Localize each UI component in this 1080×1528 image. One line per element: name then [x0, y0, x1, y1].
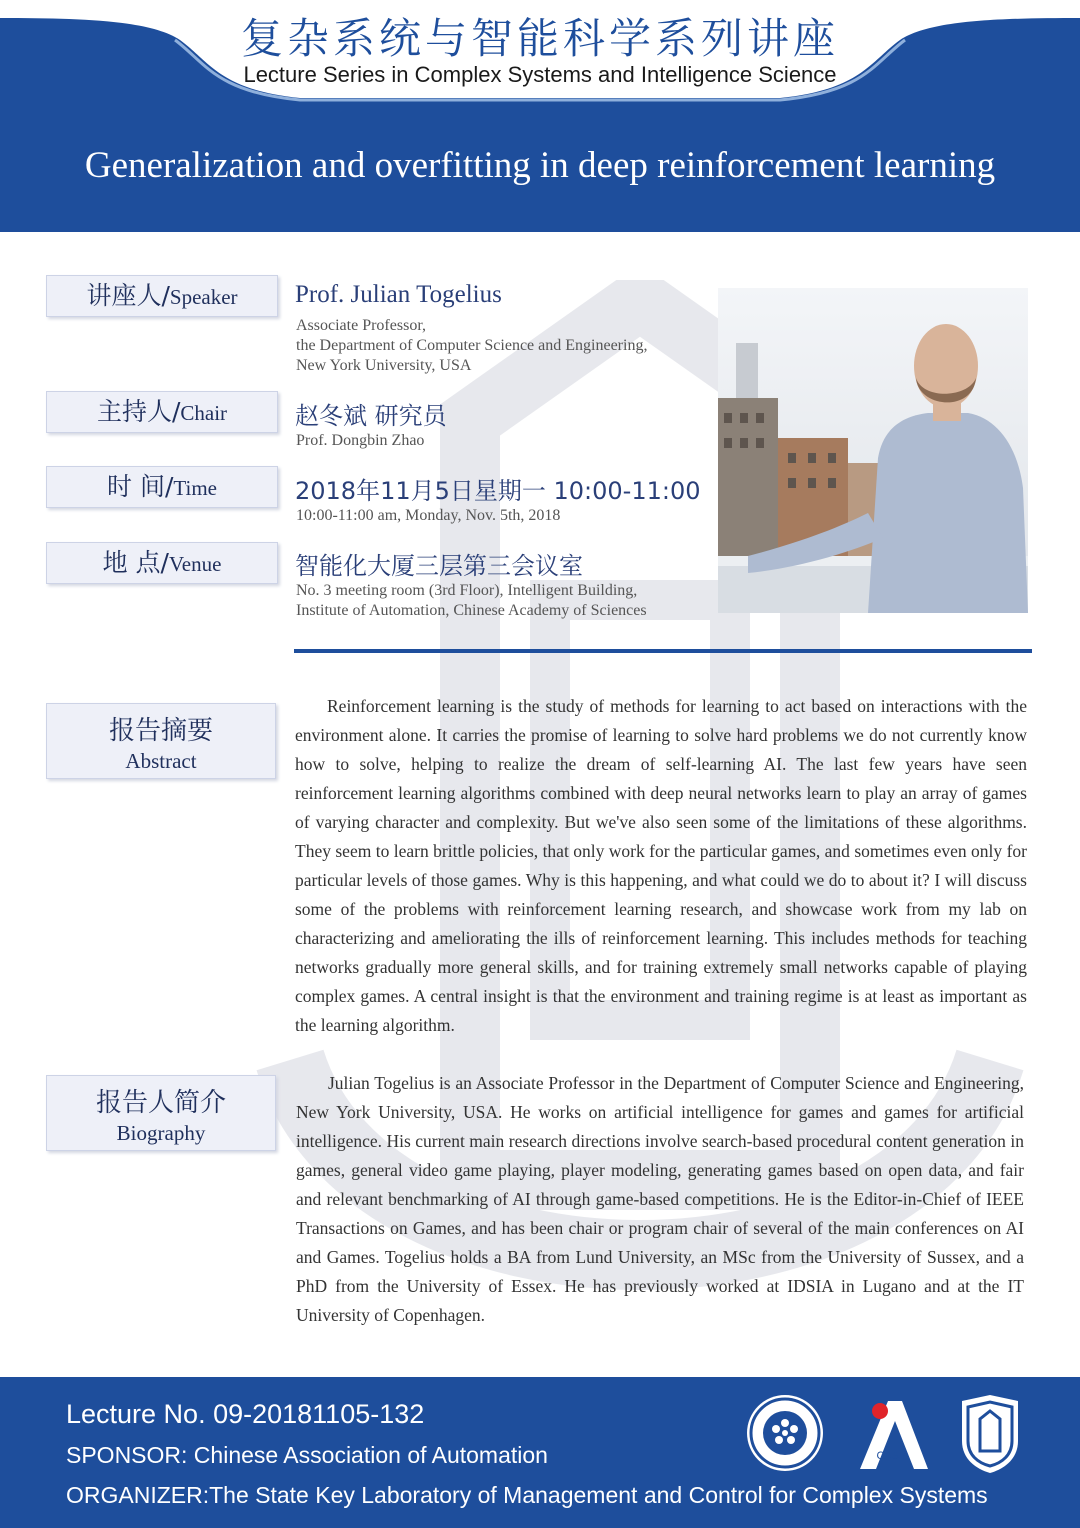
lecture-number: Lecture No. 09-20181105-132: [66, 1399, 425, 1429]
time-value-cn: 2018年11月5日星期一 10:00-11:00: [295, 477, 701, 505]
speaker-affiliation: Associate Professor, the Department of Computer Science and Engineering, New York University, USA: [296, 317, 648, 374]
time-label: 时 间/Time: [46, 466, 278, 508]
speaker-label: 讲座人/Speaker: [46, 275, 278, 317]
speaker-name: Prof. Julian Togelius: [295, 281, 502, 308]
biography-text: Julian Togelius is an Associate Professor in the Department of Computer Science and Engineering, New York University, USA. He works on artificial intelligence for games and games for artificial intelligence. His current main research directions involve search-based procedural content generation in games, general video game playing, player modeling, generating games based on open data, and fair and relevant benchmarking of AI through game-based competitions. He is the Editor-in-Chief of IEEE Transactions on Games, and has been chair or program chair of several of the main conferences on AI and Games. Togelius holds a BA from Lund University, an MSc from the University of Sussex, and a PhD from the University of Essex. He has previously worked at IDSIA in Lugano and at the IT University of Copenhagen.: [296, 1073, 1024, 1325]
chair-label: 主持人/Chair: [46, 391, 278, 433]
series-title-en: Lecture Series in Complex Systems and Intelligence Science: [243, 62, 837, 87]
venue-value-en: No. 3 meeting room (3rd Floor), Intelligent Building, Institute of Automation, Chinese Academy of Sciences: [296, 582, 647, 619]
speaker-photo: [718, 288, 1028, 613]
chair-name-en: Prof. Dongbin Zhao: [296, 432, 425, 449]
section-divider: [294, 649, 1032, 653]
biography-label: 报告人简介 Biography: [46, 1075, 276, 1151]
chair-name-cn: 赵冬斌 研究员: [295, 402, 447, 430]
talk-title: Generalization and overfitting in deep reinforcement learning: [84, 145, 996, 186]
abstract-label: 报告摘要 Abstract: [46, 703, 276, 779]
abstract-text: Reinforcement learning is the study of methods for learning to act based on interactions with the environment alone. It carries the promise of learning to solve hard problems we do not currently know how to solve, helping to realize the dream of self-learning AI. The last few years have seen reinforcement learning algorithms combined with deep neural networks learn to play an array of games of varying character and complexity. But we've also seen some of the limitations of these algorithms. They seem to learn brittle policies, that only work for the particular games, and sometimes even only for particular levels of those games. Why is this happening, and what could we do to about it? I will discuss some of the problems with reinforcement learning research, and showcase work from my lab on characterizing and ameliorating the ills of reinforcement learning. This includes methods for teaching networks gradually more general skills, and for training extremely small networks capable of playing complex games. A central insight is that the environment and training regime is at least as important as the learning algorithm.: [295, 696, 1027, 1035]
venue-value-cn: 智能化大厦三层第三会议室: [295, 552, 583, 580]
organizer-line: ORGANIZER:The State Key Laboratory of Management and Control for Complex Systems: [66, 1482, 988, 1508]
header-banner: [0, 0, 1080, 232]
series-title-cn: 复杂系统与智能科学系列讲座: [240, 14, 839, 63]
casia-logo-text: CASIA: [876, 1450, 910, 1462]
time-value-en: 10:00-11:00 am, Monday, Nov. 5th, 2018: [296, 507, 561, 524]
casia-logo: [852, 1393, 934, 1475]
venue-label: 地 点/Venue: [46, 542, 278, 584]
sponsor-line: SPONSOR: Chinese Association of Automation: [66, 1442, 548, 1468]
institute-shield-logo: [958, 1393, 1022, 1475]
cas-seal-logo: [745, 1393, 825, 1473]
